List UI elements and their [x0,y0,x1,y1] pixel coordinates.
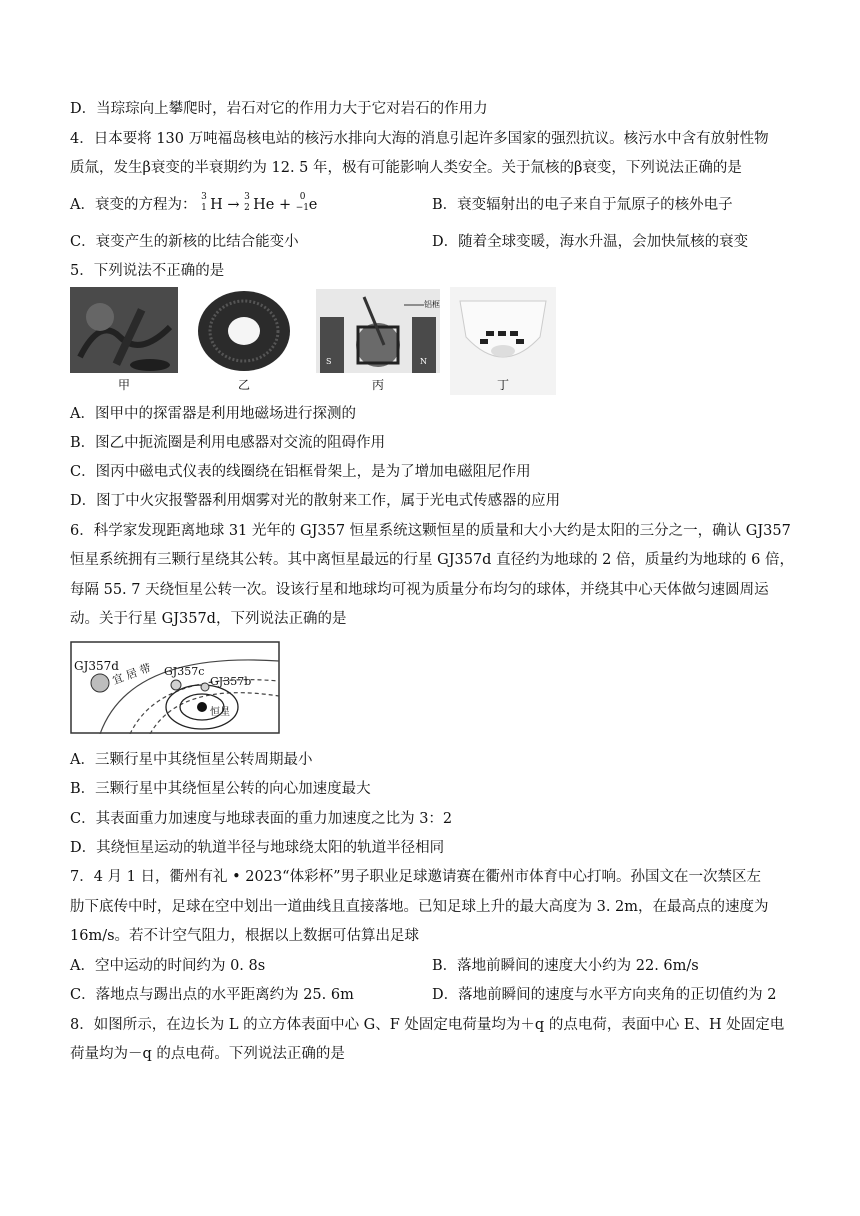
helium-nuclide: 3 2 He [244,192,275,213]
q6-stem-line3: 每隔 55. 7 天绕恒星公转一次。设该行星和地球均可视为质量分布均匀的球体，并绕其中心天体做匀速圆周运 [70,582,769,598]
label-star: 恒星 [210,707,230,718]
q8-stem-line1: 8．如图所示，在边长为 L 的立方体表面中心 G、F 处固定电荷量均为＋q 的点电荷，表面中心 E、H 处固定电 [70,1017,785,1033]
label-gj357d: GJ357d [74,659,119,673]
label-gj357b: GJ357b [210,675,252,688]
q7-stem-line1: 7．4 月 1 日，衢州有礼 • 2023“体彩杯”男子职业足球邀请赛在衢州市体育中心打响。孙国文在一次禁区左 [70,869,761,885]
q4-option-d: D．随着全球变暖，海水升温，会加快氚核的衰变 [432,234,749,250]
figure-yi-choke-coil [183,287,305,395]
caption-jia: 甲 [117,378,130,392]
q5-option-c: C．图丙中磁电式仪表的线圈绕在铝框骨架上，是为了增加电磁阻尼作用 [70,464,531,480]
figure-jia-mine-detector [70,287,178,395]
q8-stem-line2: 荷量均为－q 的点电荷。下列说法正确的是 [70,1046,345,1062]
q6-option-a: A．三颗行星中其绕恒星公转周期最小 [70,752,313,768]
q7-option-c: C．落地点与踢出点的水平距离约为 25. 6m [70,987,354,1003]
q6-option-c: C．其表面重力加速度与地球表面的重力加速度之比为 3：2 [70,811,453,827]
q6-option-d: D．其绕恒星运动的轨道半径与地球绕太阳的轨道半径相同 [70,840,445,856]
label-s-pole: S [326,357,332,366]
caption-yi: 乙 [237,378,250,392]
electron-symbol: 0 −1 e [295,192,318,213]
figure-bing-galvanometer [314,287,442,395]
q5-stem: 5．下列说法不正确的是 [70,263,225,279]
q6-stem-line1: 6．科学家发现距离地球 31 光年的 GJ357 恒星系统这颗恒星的质量和大小大约是太阳的三分之一，确认 GJ357 [70,523,791,539]
q4-stem-line2: 质氚，发生β衰变的半衰期约为 12. 5 年，极有可能影响人类安全。关于氚核的β衰变，下列说法正确的是 [70,160,742,176]
caption-ding: 丁 [496,378,509,392]
q7-stem-line2: 肋下底传中时，足球在空中划出一道曲线且直接落地。已知足球上升的最大高度为 3. 2m，在最高点的速度为 [70,899,769,915]
q3-option-d: D．当琮琮向上攀爬时，岩石对它的作用力大于它对岩石的作用力 [70,101,488,117]
label-habitable-zone: 宜 居 带 [110,661,153,688]
label-n-pole: N [420,357,427,366]
q5-option-d: D．图丁中火灾报警器利用烟雾对光的散射来工作，属于光电式传感器的应用 [70,493,561,509]
q6-option-b: B．三颗行星中其绕恒星公转的向心加速度最大 [70,781,371,797]
q7-option-b: B．落地前瞬间的速度大小约为 22. 6m/s [432,958,699,974]
q6-stem-line4: 动。关于行星 GJ357d，下列说法正确的是 [70,611,347,627]
tritium-nuclide: 3 1 H [201,192,223,213]
q6-stem-line2: 恒星系统拥有三颗行星绕其公转。其中离恒星最远的行星 GJ357d 直径约为地球的 2 倍，质量约为地球的 6 倍， [70,552,794,568]
q7-stem-line3: 16m/s。若不计空气阻力，根据以上数据可估算出足球 [70,928,420,944]
reaction-arrow: → [227,197,240,213]
q7-option-a: A．空中运动的时间约为 0. 8s [70,958,266,974]
q4-option-b: B．衰变辐射出的电子来自于氚原子的核外电子 [432,197,733,213]
q4-option-a [70,192,318,215]
q5-option-b: B．图乙中扼流圈是利用电感器对交流的阻碍作用 [70,435,386,451]
q5-option-a: A．图甲中的探雷器是利用地磁场进行探测的 [70,406,356,422]
gj357-orbit-diagram [70,641,280,734]
caption-bing: 丙 [371,378,384,392]
label-gj357c: GJ357c [164,665,205,678]
q4-option-c: C．衰变产生的新核的比结合能变小 [70,234,299,250]
q4-option-a-label: A．衰变的方程为： [70,197,197,213]
figure-ding-smoke-detector [450,287,556,395]
q7-option-d: D．落地前瞬间的速度与水平方向夹角的正切值约为 2 [432,987,777,1003]
label-aluminum-frame: 铝框 [424,300,440,309]
plus-sign: + [278,197,292,213]
q4-stem-line1: 4．日本要将 130 万吨福岛核电站的核污水排向大海的消息引起许多国家的强烈抗议。核污水中含有放射性物 [70,131,769,147]
